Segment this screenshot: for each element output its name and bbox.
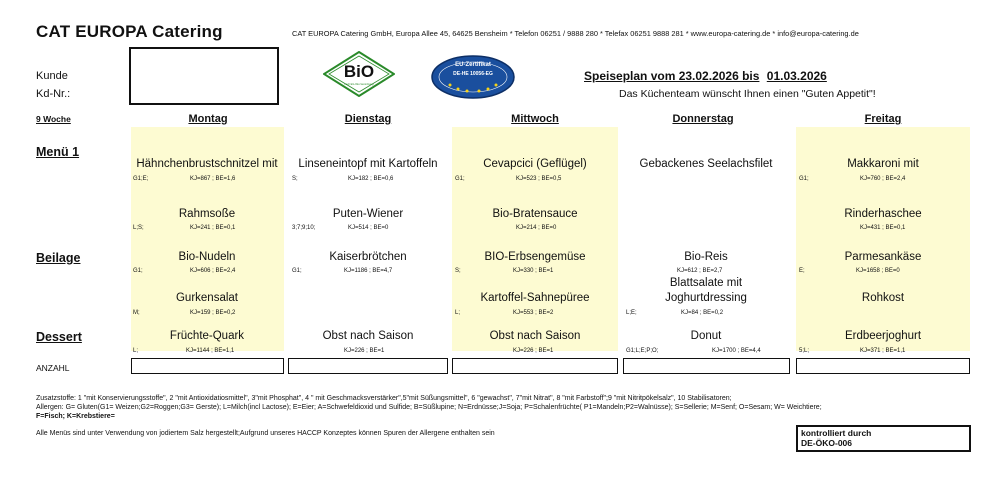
energy-info: KJ=760 ; BE=2,4 — [860, 176, 906, 182]
anzahl-input-mittwoch[interactable] — [452, 358, 618, 374]
menu-item: Blattsalate mit — [669, 277, 743, 289]
section-dessert: Dessert — [36, 330, 82, 344]
energy-info: KJ=523 ; BE=0,5 — [516, 176, 562, 182]
eu-certificate-logo — [430, 55, 516, 100]
energy-info: KJ=182 ; BE=0,6 — [348, 176, 394, 182]
menu-item: Früchte-Quark — [169, 330, 245, 342]
bio-logo-subtext: nach EG-Öko-Verordnung — [344, 83, 374, 86]
energy-info: KJ=241 ; BE=0,1 — [190, 225, 236, 231]
day-header-donnerstag: Donnerstag — [672, 113, 734, 125]
additive-code: L; — [133, 348, 139, 354]
menu-item: Obst nach Saison — [489, 330, 581, 342]
energy-info: KJ=330 ; BE=1 — [513, 268, 554, 274]
greeting: Das Küchenteam wünscht Ihnen einen "Guten Appetit"! — [619, 88, 876, 100]
menu-item: Donut — [690, 330, 722, 342]
menu-item: Parmesankäse — [844, 251, 922, 263]
energy-info: KJ=1700 ; BE=4,4 — [712, 348, 761, 354]
anzahl-input-freitag[interactable] — [796, 358, 970, 374]
control-box — [796, 425, 971, 452]
energy-info: KJ=1144 ; BE=1,1 — [186, 348, 235, 354]
additive-code: G1; — [133, 268, 143, 274]
control-code: DE-ÖKO-006 — [801, 438, 853, 448]
menu-item: Kartoffel-Sahnepüree — [480, 292, 590, 304]
menu-item: BIO-Erbsengemüse — [484, 251, 586, 263]
energy-info: KJ=553 ; BE=2 — [513, 310, 554, 316]
additive-code: G1; — [799, 176, 809, 182]
menu-item: Bio-Nudeln — [178, 251, 236, 263]
day-header-freitag: Freitag — [864, 113, 902, 125]
anzahl-input-dienstag[interactable] — [288, 358, 448, 374]
plan-title-prefix: Speiseplan vom 23.02.2026 bis — [584, 69, 760, 83]
energy-info: KJ=371 ; BE=1,1 — [860, 348, 906, 354]
menu-item: Bio-Bratensauce — [492, 208, 578, 220]
day-header-dienstag: Dienstag — [344, 113, 392, 125]
additive-code: E; — [799, 268, 805, 274]
menu-item: Joghurtdressing — [665, 292, 747, 304]
day-header-montag: Montag — [188, 113, 228, 125]
menu-item: Hähnchenbrustschnitzel mit — [136, 158, 278, 170]
company-name: CAT EUROPA Catering — [36, 22, 223, 41]
menu-item: Linseneintopf mit Kartoffeln — [298, 158, 438, 170]
section-menu1: Menü 1 — [36, 145, 80, 159]
energy-info: KJ=867 ; BE=1,6 — [190, 176, 236, 182]
energy-info: KJ=612 ; BE=2,7 — [677, 268, 723, 274]
additive-code: S; — [455, 268, 461, 274]
plan-title-end: 01.03.2026 — [766, 69, 827, 83]
energy-info: KJ=1658 ; BE=0 — [856, 268, 900, 274]
menu-item: Kaiserbrötchen — [329, 251, 407, 263]
additive-code: L; — [455, 310, 461, 316]
additive-code: L;S; — [133, 225, 144, 231]
eu-logo-title: EU-Zertifikat — [455, 62, 491, 68]
menu-item: Rahmsoße — [178, 208, 236, 220]
energy-info: KJ=226 ; BE=1 — [344, 348, 385, 354]
menu-item: Obst nach Saison — [322, 330, 414, 342]
energy-info: KJ=606 ; BE=2,4 — [190, 268, 236, 274]
anzahl-input-montag[interactable] — [131, 358, 284, 374]
additive-code: G1; — [455, 176, 465, 182]
additive-code: G1;E; — [133, 176, 149, 182]
additive-code: G1;L;E;P;O; — [626, 348, 659, 354]
day-header-mittwoch: Mittwoch — [511, 113, 559, 125]
eu-logo-code: DE-HE 10056-EG — [453, 71, 493, 77]
salt-haccp-note: Alle Menüs sind unter Verwendung von jodiertem Salz hergestellt;Aufgrund unseres HACCP Konzeptes können Spuren der Allergene enthalten sein — [36, 430, 495, 437]
menu-item: Cevapcici (Geflügel) — [483, 158, 587, 170]
kunde-label: Kunde — [36, 70, 68, 82]
control-label: kontrolliert durch — [801, 428, 872, 438]
energy-info: KJ=514 ; BE=0 — [348, 225, 389, 231]
menu-item: Rohkost — [861, 292, 905, 304]
energy-info: KJ=431 ; BE=0,1 — [860, 225, 906, 231]
zusatzstoffe-note: Zusatzstoffe: 1 "mit Konservierungsstoffe", 2 "mit Antioxidatiosmittel", 3"mit Phosphat", 4 " mit Geschmacksverstärker",5"mit Süßungsmittel", 6 "gewachst", 7"mit Nitrat", 8 "mit Farbstoff";9 "mit Nitritpökelsalz", 10 Stabilisatoren; — [36, 395, 732, 402]
menu-item: Erdbeerjoghurt — [844, 330, 922, 342]
energy-info: KJ=1186 ; BE=4,7 — [344, 268, 393, 274]
energy-info: KJ=226 ; BE=1 — [513, 348, 554, 354]
menu-item: Makkaroni mit — [847, 158, 919, 170]
bio-logo-text: BiO — [343, 62, 375, 81]
anzahl-input-donnerstag[interactable] — [623, 358, 790, 374]
menu-item: Gebackenes Seelachsfilet — [639, 158, 773, 170]
kdnr-label: Kd-Nr.: — [36, 88, 71, 100]
additive-code: G1; — [292, 268, 302, 274]
section-beilage: Beilage — [36, 251, 81, 265]
additive-code: L;E; — [626, 310, 637, 316]
allergen-note: Allergen: G= Gluten(G1= Weizen;G2=Roggen;G3= Gerste); L=Milch(incl Lactose); E=Eier; A=Schwefeldioxid und Sulfide; B=Süßlupine; N=Erdnüsse;J=Soja; P=Schalenfrüchte( P1=Mandeln;P2=Walnüsse); S=Sellerie; M=Senf; O=Sesam; W= Weichtiere; — [36, 404, 822, 411]
company-address: CAT EUROPA Catering GmbH, Europa Allee 45, 64625 Bensheim * Telefon 06251 / 9888 280 * Telefax 06251 9888 281 * www.europa-catering.de * info@europa-catering.de — [292, 29, 859, 38]
week-label: 9 Woche — [36, 114, 71, 124]
customer-box[interactable] — [129, 47, 279, 105]
allergen-note-fisch: F=Fisch; K=Krebstiere= — [36, 413, 115, 420]
energy-info: KJ=84 ; BE=0,2 — [681, 310, 724, 316]
menu-item: Rinderhaschee — [844, 208, 922, 220]
energy-info: KJ=159 ; BE=0,2 — [190, 310, 236, 316]
menu-item: Gurkensalat — [175, 292, 238, 304]
plan-title — [584, 69, 827, 83]
section-anzahl: ANZAHL — [36, 363, 70, 373]
menu-item: Bio-Reis — [684, 251, 728, 263]
bio-logo — [323, 51, 395, 97]
menu-item: Puten-Wiener — [332, 208, 404, 220]
additive-code: 3;7;9;10; — [292, 225, 316, 231]
additive-code: S; — [292, 176, 298, 182]
additive-code: 5;L; — [799, 348, 810, 354]
energy-info: KJ=214 ; BE=0 — [516, 225, 557, 231]
additive-code: M; — [133, 310, 140, 316]
